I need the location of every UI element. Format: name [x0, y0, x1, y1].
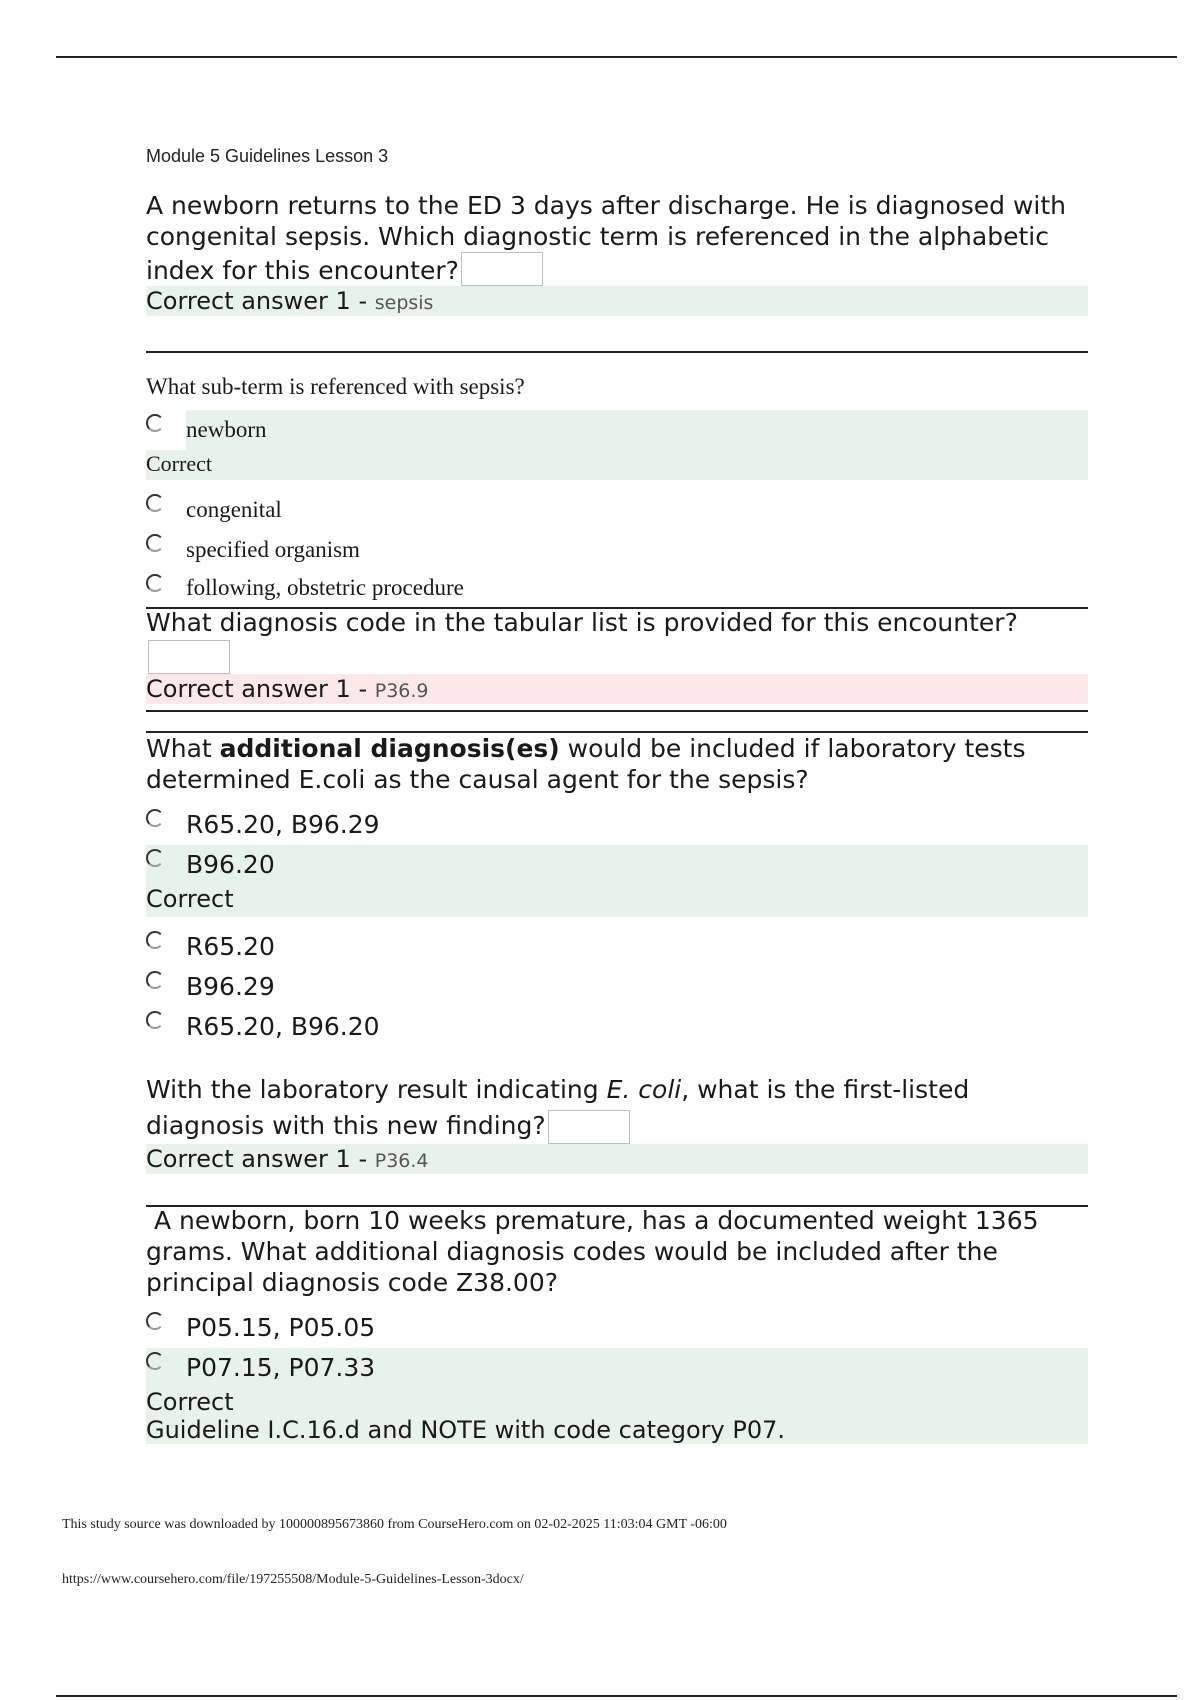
question-6	[146, 1205, 1088, 1444]
option-label: P05.15, P05.05	[186, 1313, 376, 1342]
correct-label: Correct	[146, 1388, 234, 1416]
text-bold: additional diagnosis(es)	[219, 734, 560, 763]
correct-answer-value: sepsis	[374, 292, 434, 314]
option-label: congenital	[186, 497, 282, 522]
correct-answer-5	[146, 1144, 1088, 1174]
option-b9620[interactable]	[146, 845, 1088, 885]
correct-option-block	[146, 1348, 1088, 1444]
source-url[interactable]: https://www.coursehero.com/file/197255508/Module-5-Guidelines-Lesson-3docx/	[62, 1572, 524, 1587]
radio-icon[interactable]	[146, 574, 166, 594]
option-label: R65.20	[186, 932, 275, 961]
question-4-text	[146, 733, 1088, 795]
correct-label: Correct	[146, 451, 212, 476]
question-1-text: A newborn returns to the ED 3 days after discharge. He is diagnosed with congenital sepsis. Which diagnostic term is referenced in the alphabetic index for this encounter?	[146, 191, 1067, 285]
option-label: R65.20, B96.29	[186, 810, 380, 839]
correct-answer-3	[146, 674, 1088, 704]
question-3	[146, 606, 1088, 704]
option-p0515-p0505[interactable]	[146, 1308, 1088, 1348]
option-label: specified organism	[186, 537, 360, 562]
option-r6520[interactable]	[146, 927, 1088, 967]
radio-icon[interactable]	[146, 1352, 166, 1372]
answer-input-5[interactable]	[548, 1110, 630, 1144]
text-part: would be included if laboratory tests determined E.coli as the causal agent for the sepsis?	[146, 734, 1026, 794]
question-4	[146, 733, 1088, 1047]
question-6-text: A newborn, born 10 weeks premature, has a documented weight 1365 grams. What additional diagnosis codes would be included after the principal diagnosis code Z38.00?	[146, 1206, 1047, 1297]
option-following-obstetric[interactable]	[146, 570, 1088, 606]
divider	[146, 351, 1088, 353]
radio-icon[interactable]	[146, 809, 166, 829]
correct-option-block	[146, 845, 1088, 917]
top-rule	[56, 56, 1177, 58]
radio-icon[interactable]	[146, 849, 166, 869]
option-r6520-b9620[interactable]	[146, 1007, 1088, 1047]
text-italic: E. coli	[606, 1075, 682, 1104]
answer-input-3[interactable]	[148, 640, 230, 674]
correct-answer-value: P36.4	[374, 1150, 429, 1172]
question-3-text: What diagnosis code in the tabular list is provided for this encounter?	[146, 608, 1018, 637]
page-title: Module 5 Guidelines Lesson 3	[146, 146, 389, 166]
option-label: newborn	[186, 417, 267, 442]
question-1	[146, 190, 1088, 316]
option-p0715-p0733[interactable]	[146, 1348, 1088, 1388]
option-label: following, obstetric procedure	[186, 575, 464, 600]
radio-icon[interactable]	[146, 1312, 166, 1332]
feedback-text: Guideline I.C.16.d and NOTE with code category P07.	[146, 1416, 786, 1444]
option-b9629[interactable]	[146, 967, 1088, 1007]
radio-icon[interactable]	[146, 414, 166, 434]
option-newborn[interactable]	[146, 410, 266, 450]
bottom-rule	[56, 1695, 1177, 1697]
source-notice: This study source was downloaded by 100000895673860 from CourseHero.com on 02-02-2025 11:03:04 GMT -06:00	[62, 1517, 727, 1532]
option-specified-organism[interactable]	[146, 530, 1088, 570]
option-label: B96.20	[186, 850, 275, 879]
correct-answer-value: P36.9	[374, 680, 429, 702]
question-2	[146, 370, 1088, 606]
option-label: R65.20, B96.20	[186, 1012, 380, 1041]
option-label: P07.15, P07.33	[186, 1353, 376, 1382]
radio-icon[interactable]	[146, 931, 166, 951]
radio-icon[interactable]	[146, 534, 166, 554]
radio-icon[interactable]	[146, 1011, 166, 1031]
correct-answer-label: Correct answer 1 -	[146, 287, 375, 315]
answer-input-1[interactable]	[461, 252, 543, 286]
option-r6520-b9629[interactable]	[146, 805, 1088, 845]
radio-icon[interactable]	[146, 971, 166, 991]
question-5	[146, 1072, 1088, 1174]
correct-label: Correct	[146, 885, 234, 913]
text-part: , what is the first-listed diagnosis with this new finding?	[146, 1075, 970, 1140]
correct-answer-label: Correct answer 1 -	[146, 675, 375, 703]
divider	[146, 710, 1088, 712]
text-part: What	[146, 734, 220, 763]
option-congenital[interactable]	[146, 490, 1088, 530]
option-label: B96.29	[186, 972, 275, 1001]
correct-answer-label: Correct answer 1 -	[146, 1145, 375, 1173]
question-2-text: What sub-term is referenced with sepsis?	[146, 374, 525, 399]
radio-icon[interactable]	[146, 494, 166, 514]
text-part: With the laboratory result indicating	[146, 1075, 607, 1104]
correct-answer-1	[146, 286, 1088, 316]
correct-option-block	[146, 410, 1088, 480]
